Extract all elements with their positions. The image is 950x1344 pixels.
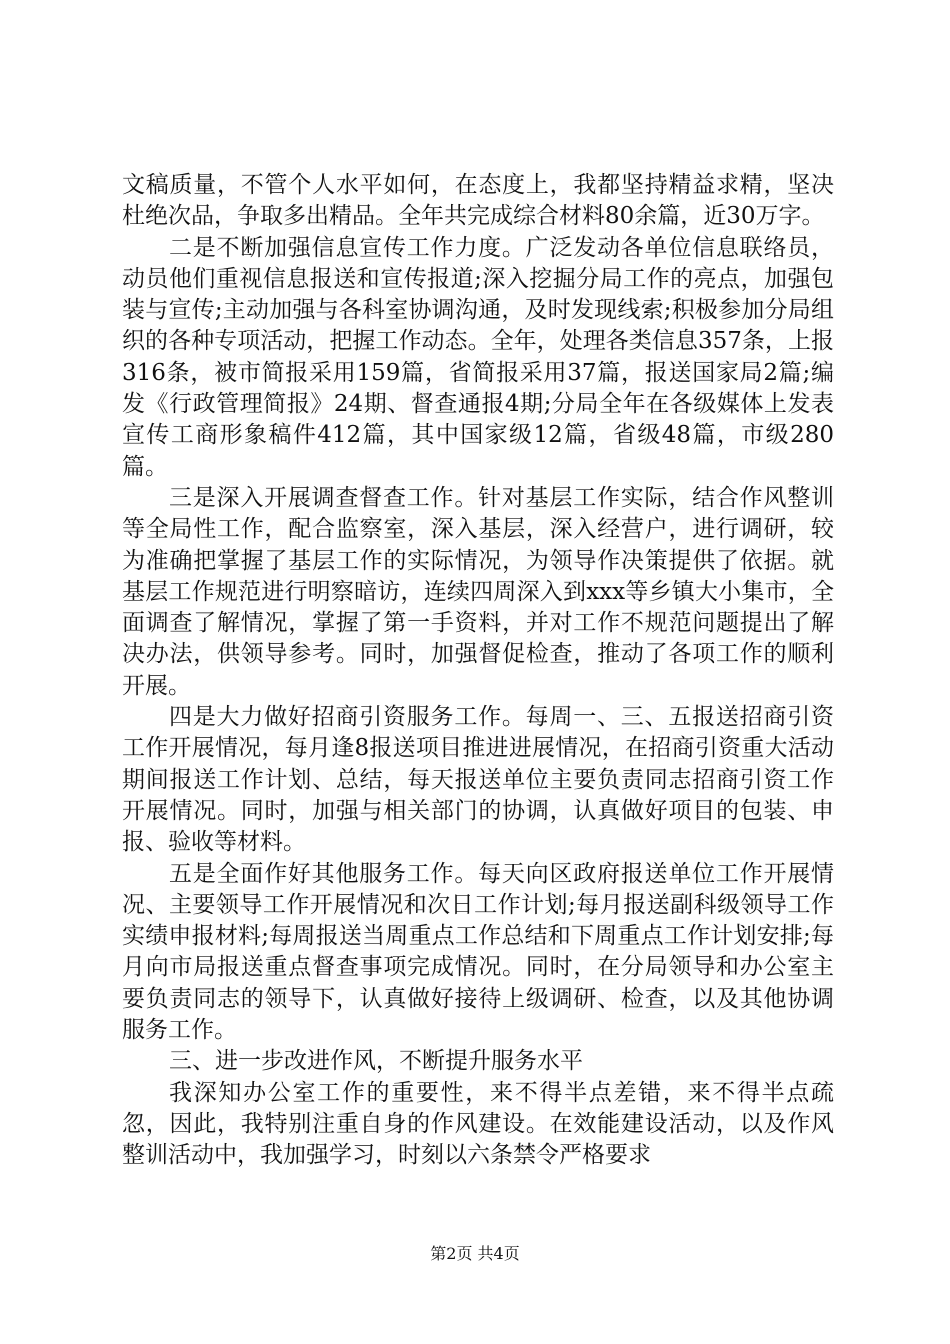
page-footer: 第2页 共4页 — [430, 1244, 520, 1263]
paragraph-investment-service: 四是大力做好招商引资服务工作。每周一、三、五报送招商引资工作开展情况，每月逢8报送项目推进进展情况，在招商引资重大活动期间报送工作计划、总结，每天报送单位主要负责同志招商引资工作开展情况。同时，加强与相关部门的协调，认真做好项目的包装、申报、验收等材料。 — [122, 704, 834, 856]
paragraph-info-publicity: 二是不断加强信息宣传工作力度。广泛发动各单位信息联络员，动员他们重视信息报送和宣传报道;深入挖掘分局工作的亮点，加强包装与宣传;主动加强与各科室协调沟通，及时发现线索;积极参加分局组织的各种专项活动，把握工作动态。全年，处理各类信息357条，上报316条，被市简报采用159篇，省简报采用37篇，报送国家局2篇;编发《行政管理简报》24期、督查通报4期;分局全年在各级媒体上发表宣传工商形象稿件412篇，其中国家级12篇，省级48篇，市级280篇。 — [122, 234, 834, 480]
document-body — [122, 170, 834, 1172]
paragraph-investigation: 三是深入开展调查督查工作。针对基层工作实际，结合作风整训等全局性工作，配合监察室，深入基层，深入经营户，进行调研，较为准确把掌握了基层工作的实际情况，为领导作决策提供了依据。就基层工作规范进行明察暗访，连续四周深入到xxx等乡镇大小集市，全面调查了解情况，掌握了第一手资料，并对工作不规范问题提出了解决办法，供领导参考。同时，加强督促检查，推动了各项工作的顺利开展。 — [122, 484, 834, 699]
paragraph-work-style: 我深知办公室工作的重要性，来不得半点差错，来不得半点疏忽，因此，我特别注重自身的作风建设。在效能建设活动，以及作风整训活动中，我加强学习，时刻以六条禁令严格要求 — [122, 1079, 834, 1169]
paragraph-continuation: 文稿质量，不管个人水平如何，在态度上，我都坚持精益求精，坚决杜绝次品，争取多出精品。全年共完成综合材料80余篇，近30万字。 — [122, 172, 834, 230]
paragraph-other-service: 五是全面作好其他服务工作。每天向区政府报送单位工作开展情况、主要领导工作开展情况和次日工作计划;每月报送副科级领导工作实绩申报材料;每周报送当周重点工作总结和下周重点工作计划安排;每月向市局报送重点督查事项完成情况。同时，在分局领导和办公室主要负责同志的领导下，认真做好接待上级调研、检查，以及其他协调服务工作。 — [122, 860, 834, 1044]
section-heading: 三、进一步改进作风，不断提升服务水平 — [169, 1048, 583, 1075]
